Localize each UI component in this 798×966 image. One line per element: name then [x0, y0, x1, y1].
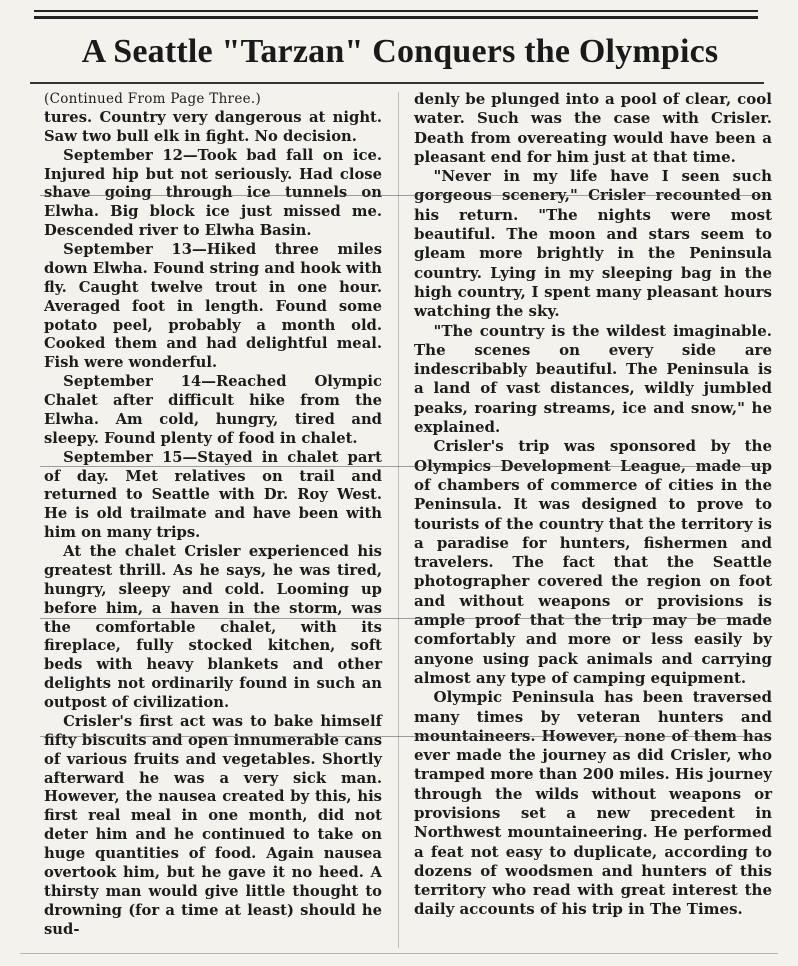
scan-artifact-line	[40, 618, 768, 619]
paragraph: September 14—Reached Olympic Chalet after difficult hike from the Elwha. Am cold, hungry, tired and sleepy. Found plenty of food in chalet.	[44, 373, 382, 447]
paragraph: Crisler's trip was sponsored by the Olympics Development League, made up of chambers of commerce of cities in the Peninsula. It was designed to prove to tourists of the country that the territory is a paradise for hunters, fishermen and travelers. The fact that the Seattle photographer covered the region on foot and without weapons or provisions is ample proof that the trip may be made comfortably and more or less easily by anyone using pack animals and carrying almost any type of camping equipment.	[414, 437, 772, 687]
right-column	[414, 90, 772, 920]
paragraph: Olympic Peninsula has been traversed many times by veteran hunters and mountaineers. However, none of them has ever made the journey as did Crisler, who tramped more than 200 miles. His journey through the wilds without weapons or provisions set a new precedent in Northwest mountaineering. He performed a feat not easy to duplicate, according to dozens of woodsmen and hunters of this territory who read with great interest the daily accounts of his trip in The Times.	[414, 688, 772, 919]
headline: A Seattle "Tarzan" Conquers the Olympics	[81, 33, 719, 70]
paragraph: "The country is the wildest imaginable. The scenes on every side are indescribably beautiful. The Peninsula is a land of vast distances, wildly jumbled peaks, roaring streams, ice and snow," he explained.	[414, 321, 772, 437]
paragraph: September 12—Took bad fall on ice. Injured hip but not seriously. Had close shave going through ice tunnels on Elwha. Big block ice just missed me. Descended river to Elwha Basin.	[44, 146, 382, 240]
paragraph: At the chalet Crisler experienced his greatest thrill. As he says, he was tired, hungry, sleepy and cold. Looming up before him, a haven in the storm, was the comfortable chalet, with its fireplace, fully stocked kitchen, soft beds with heavy blankets and other delights not ordinarily found in such an outpost of civilization.	[44, 543, 382, 711]
paragraph: tures. Country very dangerous at night. Saw two bull elk in fight. No decision.	[44, 108, 382, 145]
scan-artifact-line	[40, 195, 768, 196]
headline-rule	[30, 82, 764, 84]
paragraph: September 13—Hiked three miles down Elwha. Found string and hook with fly. Caught twelve trout in one hour. Averaged foot in length. Found some potato peel, probably a month old. Cooked them and had delightful meal. Fish were wonderful.	[44, 241, 382, 372]
bottom-rule	[20, 953, 778, 954]
scan-artifact-line	[40, 466, 768, 467]
top-rule	[34, 10, 758, 12]
left-column	[44, 90, 382, 939]
column-divider	[398, 92, 399, 948]
paragraph: Crisler's first act was to bake himself fifty biscuits and open innumerable cans of various fruits and vegetables. Shortly afterward he was a very sick man. However, the nausea created by this, his first real meal in one month, did not deter him and he continued to take on huge quantities of food. Again nausea overtook him, but he gave it no heed. A thirsty man would give little thought to drowning (for a time at least) should he sud-	[44, 712, 382, 938]
continued-note: (Continued From Page Three.)	[44, 91, 262, 107]
paragraph: denly be plunged into a pool of clear, cool water. Such was the case with Crisler. Death from overeating would have been a pleasant end for him just at that time.	[414, 90, 772, 166]
scan-artifact-line	[40, 736, 768, 737]
paragraph: "Never in my life have I seen such gorgeous scenery," Crisler recounted on his return. "The nights were most beautiful. The moon and stars seem to gleam more brightly in the Peninsula country. Lying in my sleeping bag in the high country, I spent many pleasant hours watching the sky.	[414, 167, 772, 321]
paragraph: September 15—Stayed in chalet part of day. Met relatives on trail and returned to Seattle with Dr. Roy West. He is old trailmate and have been with him on many trips.	[44, 448, 382, 542]
top-rule-heavy	[34, 16, 758, 19]
